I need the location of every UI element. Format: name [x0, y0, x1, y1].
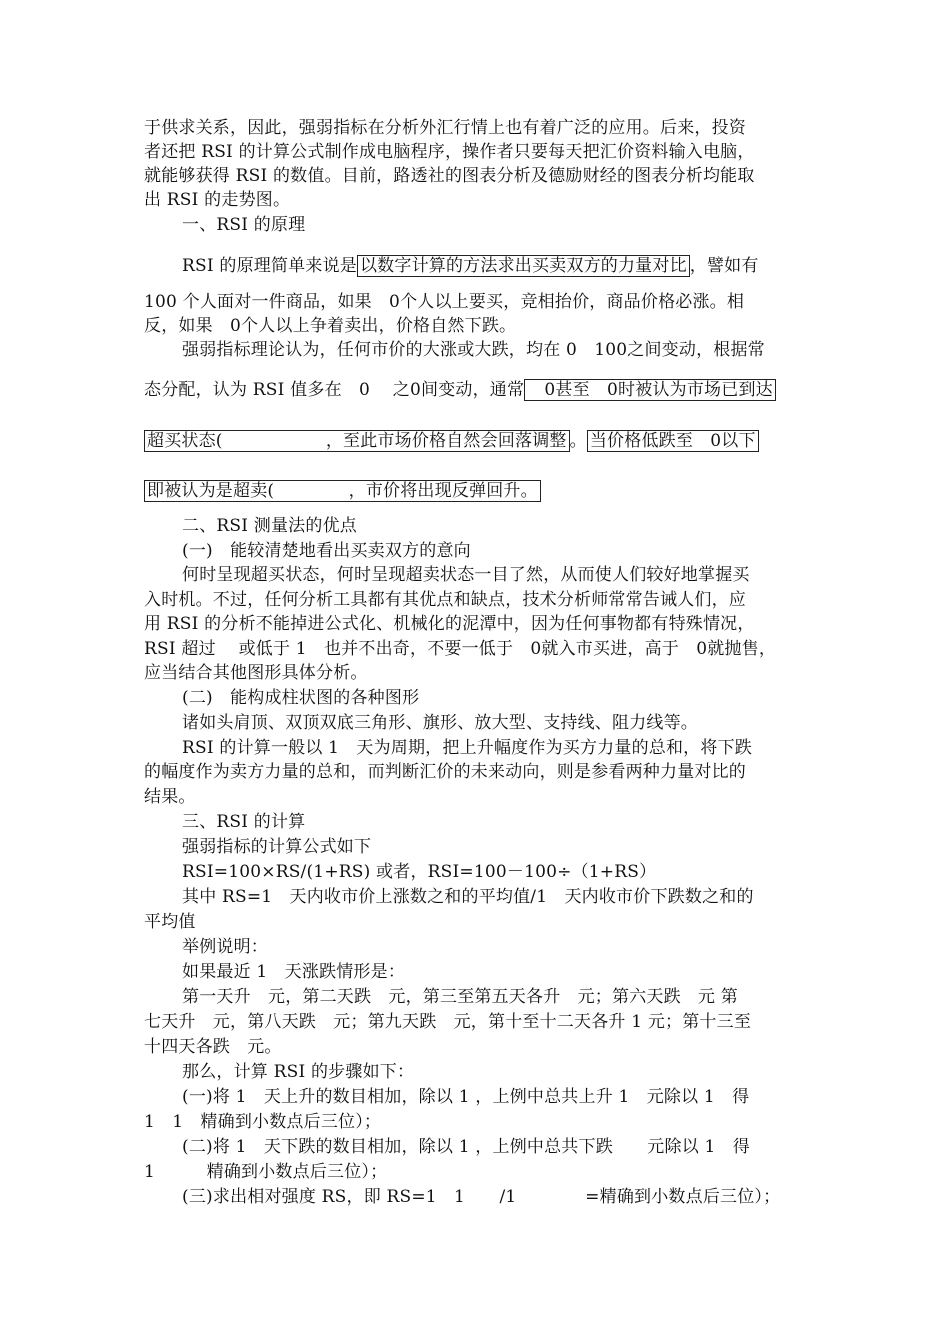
text-line: 就能够获得 RSI 的数值。目前，路透社的图表分析及德励财经的图表分析均能取 [144, 166, 755, 186]
text-line: 结果。 [144, 787, 196, 807]
text-line: RSI 超过 或低于 1 也并不出奇，不要一低于 0就入市买进，高于 0就抛售， [144, 639, 777, 659]
text-line: 平均值 [144, 912, 196, 932]
text-line [182, 254, 759, 278]
formula-line: RSI=100×RS/(1+RS) 或者，RSI=100－100÷（1+RS） [182, 862, 657, 882]
text-line [144, 378, 776, 402]
text-line: 那么，计算 RSI 的步骤如下： [182, 1062, 415, 1082]
section-heading: 一、RSI 的原理 [182, 215, 306, 235]
text-line: 出 RSI 的走势图。 [144, 190, 291, 210]
text-line: 如果最近 1 天涨跌情形是： [182, 962, 406, 982]
boxed-text: 以数字计算的方法求出买卖双方的力量对比 [357, 255, 690, 277]
text-line: (一)将 1 天上升的数目相加，除以 1 ，上例中总共上升 1 元除以 1 得 [182, 1087, 750, 1107]
text-line: 于供求关系，因此，强弱指标在分析外汇行情上也有着广泛的应用。后来，投资 [144, 118, 746, 138]
text-line: 者还把 RSI 的计算公式制作成电脑程序，操作者只要每天把汇价资料输入电脑， [144, 142, 755, 162]
boxed-text: 即被认为是超卖( ，市价将出现反弹回升。 [144, 480, 541, 502]
text-line: 其中 RS=1 天内收市价上涨数之和的平均值/1 天内收市价下跌数之和的 [182, 887, 754, 907]
text-line [144, 429, 759, 453]
text-line: 举例说明： [182, 937, 268, 957]
text-line: (二)将 1 天下跌的数目相加，除以 1 ，上例中总共下跌 元除以 1 得 [182, 1137, 750, 1157]
text-line: (三)求出相对强度 RS，即 RS=1 1 /1 =精确到小数点后三位）； [182, 1187, 781, 1207]
subsection-heading: (二) 能构成柱状图的各种图形 [182, 688, 420, 708]
boxed-text: 0甚至 0时被认为市场已到达 [524, 379, 776, 401]
text-line: 1 精确到小数点后三位）； [144, 1162, 388, 1182]
text-line: 十四天各跌 元。 [144, 1037, 282, 1057]
text-line: 何时呈现超买状态，何时呈现超卖状态一目了然，从而使人们较好地掌握买 [182, 565, 750, 585]
text-line: 用 RSI 的分析不能掉进公式化、机械化的泥潭中，因为任何事物都有特殊情况， [144, 614, 755, 634]
text-segment: 。 [569, 431, 587, 451]
subsection-heading: (一) 能较清楚地看出买卖双方的意向 [182, 541, 471, 561]
text-segment: ，譬如有 [689, 256, 759, 276]
text-segment: RSI 的原理简单来说是 [182, 256, 357, 276]
text-line: 入时机。不过，任何分析工具都有其优点和缺点，技术分析师常常告诫人们，应 [144, 590, 746, 610]
text-line: 100 个人面对一件商品，如果 0个人以上要买，竞相抬价，商品价格必涨。相 [144, 292, 745, 312]
text-line: 诸如头肩顶、双顶双底三角形、旗形、放大型、支持线、阻力线等。 [182, 713, 698, 733]
text-line: 应当结合其他图形具体分析。 [144, 663, 368, 683]
text-line: 强弱指标的计算公式如下 [182, 837, 372, 857]
text-line: 反，如果 0个人以上争着卖出，价格自然下跌。 [144, 316, 517, 336]
text-line [144, 479, 541, 503]
section-heading: 二、RSI 测量法的优点 [182, 516, 357, 536]
boxed-text: 超买状态( ，至此市场价格自然会回落调整 [144, 430, 570, 452]
text-line: RSI 的计算一般以 1 天为周期，把上升幅度作为买方力量的总和，将下跌 [182, 738, 752, 758]
text-segment: 态分配，认为 RSI 值多在 0 之0间变动，通常 [144, 380, 525, 400]
text-line: 七天升 元，第八天跌 元；第九天跌 元，第十至十二天各升 1 元；第十三至 [144, 1012, 752, 1032]
section-heading: 三、RSI 的计算 [182, 812, 306, 832]
text-line: 强弱指标理论认为，任何市价的大涨或大跌，均在 0 100之间变动，根据常 [182, 340, 765, 360]
boxed-text: 当价格低跌至 0以下 [587, 430, 759, 452]
text-line: 第一天升 元，第二天跌 元，第三至第五天各升 元；第六天跌 元 第 [182, 987, 739, 1007]
text-line: 1 1 精确到小数点后三位）； [144, 1112, 382, 1132]
text-line: 的幅度作为卖方力量的总和，而判断汇价的未来动向，则是参看两种力量对比的 [144, 762, 746, 782]
